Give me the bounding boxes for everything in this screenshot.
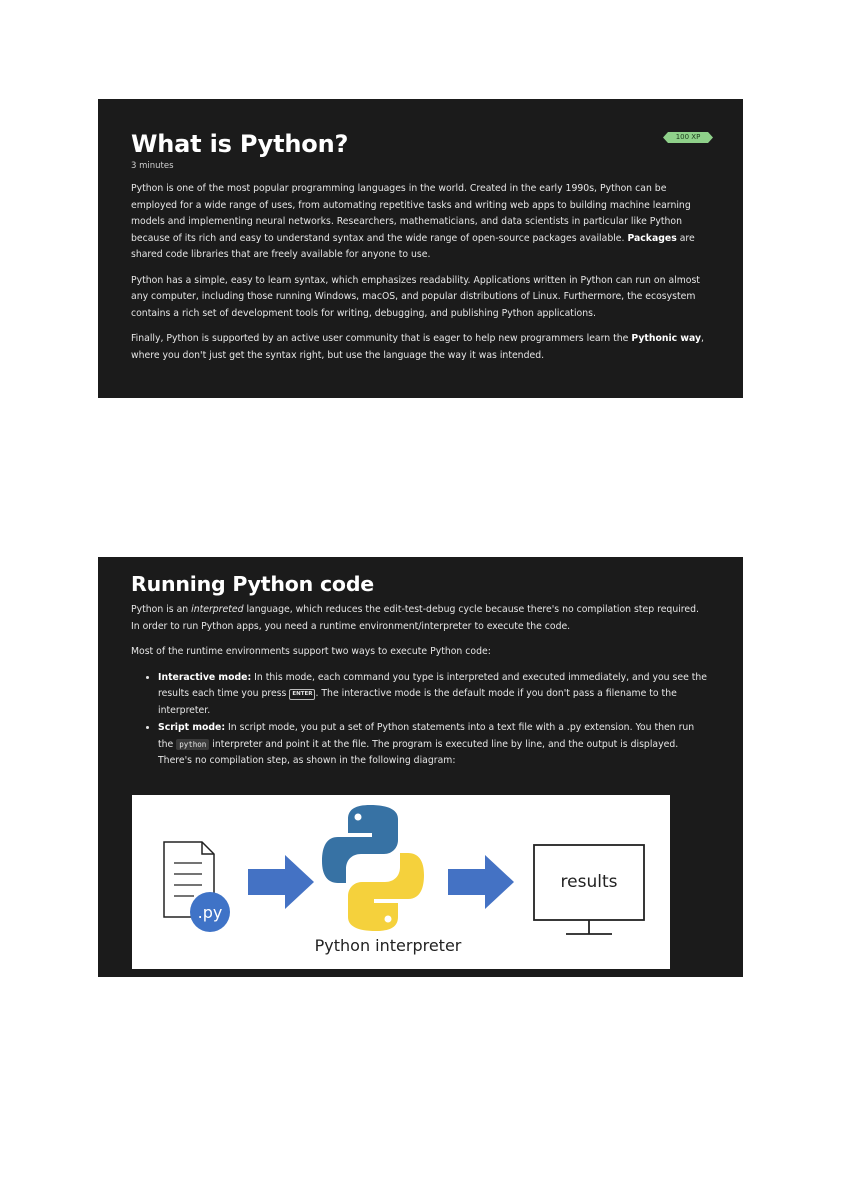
page-title: What is Python?	[131, 130, 349, 158]
paragraph-interpreted: Python is an interpreted language, which reduces the edit-test-debug cycle because there's no compilation step required. In order to run Python apps, you need a runtime environment/interpreter to execute the code.	[131, 604, 699, 632]
paragraph-syntax: Python has a simple, easy to learn syntax, which emphasizes readability. Applications written in Python can run on almost any computer, including those running Windows, macOS, and popular distributions of Linux. Furthermore, the ecosystem contains a rich set of development tools for writing, debugging, and publishing Python applications.	[131, 274, 700, 319]
bold-term-packages: Packages	[627, 232, 677, 244]
python-logo-icon	[322, 805, 424, 931]
python-interpreter-label: Python interpreter	[314, 936, 462, 955]
paragraph-two-ways: Most of the runtime environments support two ways to execute Python code:	[131, 646, 491, 657]
python-execution-diagram	[132, 795, 670, 969]
bold-term-pythonic-way: Pythonic way	[631, 333, 702, 344]
arrow-right-icon	[248, 855, 314, 909]
arrow-right-icon	[448, 855, 514, 909]
results-label: results	[560, 872, 618, 892]
xp-badge	[663, 132, 713, 143]
py-extension-label: .py	[197, 903, 223, 922]
execution-modes-list	[131, 670, 710, 770]
italic-term-interpreted: interpreted	[191, 604, 244, 615]
xp-badge-label: 100 XP	[675, 133, 701, 141]
unit-what-is-python	[98, 99, 743, 398]
list-item-script-mode: • Script mode: In script mode, you put a set of Python statements into a text file with a .py extension. You then run the python interpreter and point it at the file. The program is executed line by line, and the output is displayed. There's no compilation step, as shown in the following diagram:	[158, 720, 710, 770]
unit-running-python-code	[98, 557, 743, 977]
paragraph-intro: Python is one of the most popular programming languages in the world. Created in the early 1990s, Python can be employed for a wide range of uses, from automating repetitive tasks and writing web apps to building machine learning models and implementing neural networks. Researchers, mathematicians, and data scientists in particular like Python because of its rich and easy to understand syntax and the wide range of open-source packages available. Packages are shared code libraries that are freely available for anyone to use.	[131, 183, 695, 260]
section-title: Running Python code	[131, 572, 374, 596]
duration-label: 3 minutes	[131, 161, 174, 171]
list-item-interactive-mode: • Interactive mode: In this mode, each command you type is interpreted and executed immediately, and you see the results each time you press ENTER . The interactive mode is the default mode if you don't pass a filename to the interpreter.	[158, 670, 710, 720]
paragraph-community: Finally, Python is supported by an active user community that is eager to help new programmers learn the Pythonic way, where you don't just get the syntax right, but use the language the way it was intended.	[131, 333, 704, 361]
enter-key: ENTER	[289, 689, 315, 700]
inline-code-python: python	[176, 739, 209, 750]
